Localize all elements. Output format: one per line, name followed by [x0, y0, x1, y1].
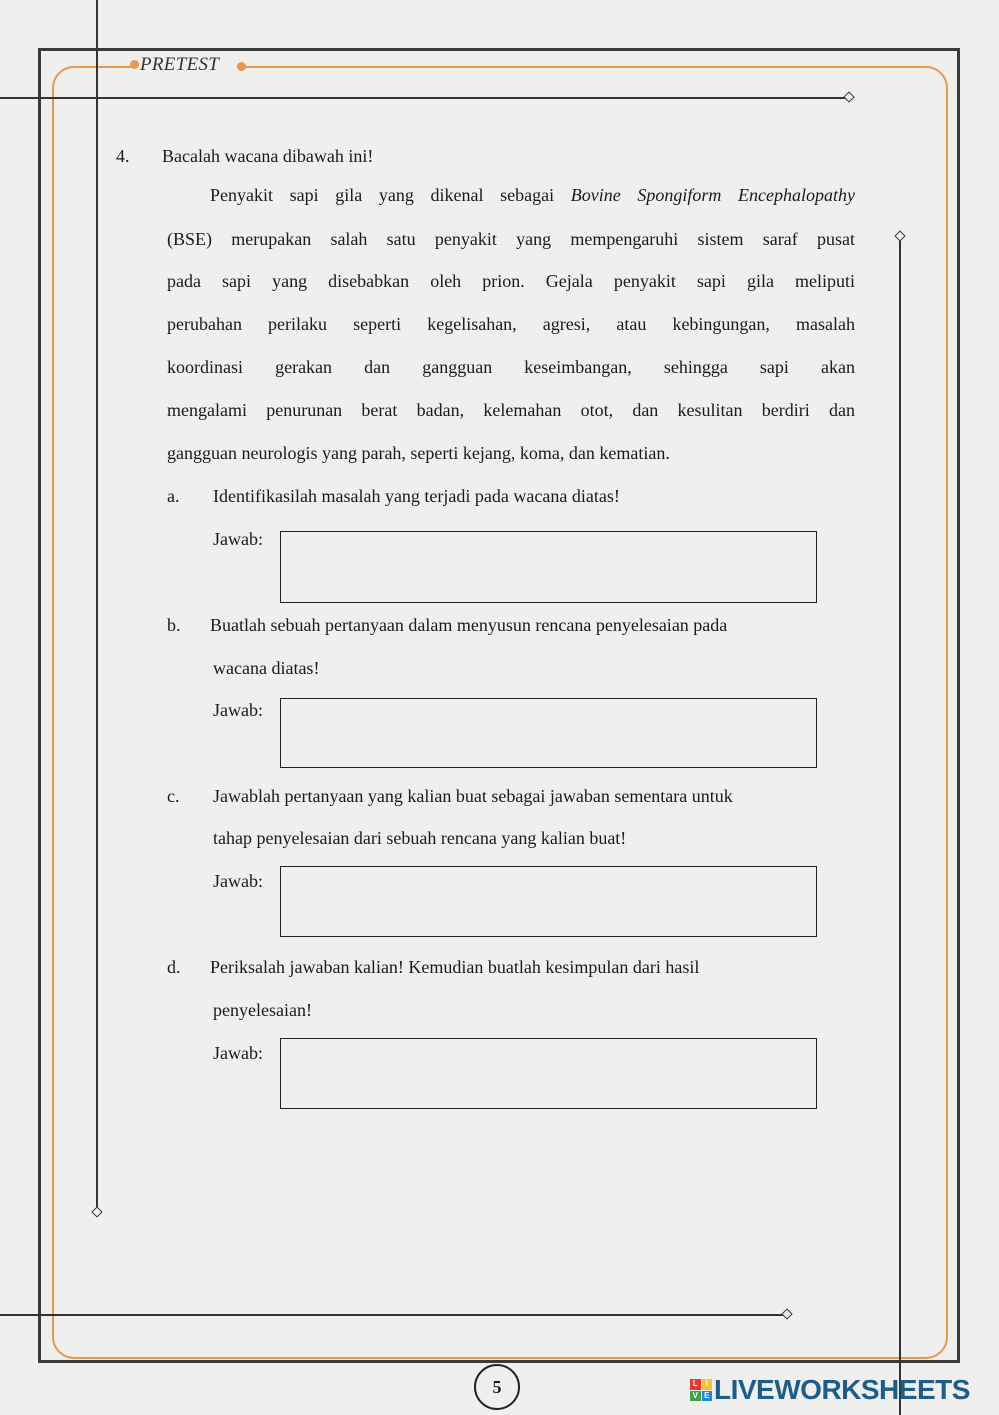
paragraph-line-1 [167, 185, 855, 205]
paragraph-line-6: mengalami penurunan berat badan, kelemahan otot, dan kesulitan berdiri dan [167, 400, 855, 420]
header-right-dot [237, 62, 246, 71]
subquestion-b-text-line-2: wacana diatas! [213, 658, 320, 678]
logo-tile-v: V [690, 1391, 701, 1402]
subquestion-c-letter: c. [167, 786, 180, 806]
question-instruction: Bacalah wacana dibawah ini! [162, 146, 374, 166]
liveworksheets-logo [690, 1375, 970, 1405]
subquestion-a-answer-label: Jawab: [213, 529, 263, 549]
section-label: PRETEST [140, 54, 220, 75]
question-number: 4. [116, 146, 130, 166]
paragraph-line-4: perubahan perilaku seperti kegelisahan, agresi, atau kebingungan, masalah [167, 314, 855, 334]
paragraph-line-7: gangguan neurologis yang parah, seperti kejang, koma, dan kematian. [167, 443, 670, 463]
top-horizontal-line [0, 97, 848, 99]
paragraph-line-1-text: Penyakit sapi gila yang dikenal sebagai [210, 185, 571, 205]
subquestion-a-text: Identifikasilah masalah yang terjadi pada wacana diatas! [213, 486, 620, 506]
logo-tile-e: E [702, 1391, 713, 1402]
subquestion-d-text-line-1: Periksalah jawaban kalian! Kemudian buatlah kesimpulan dari hasil [210, 957, 700, 977]
subquestion-a-letter: a. [167, 486, 180, 506]
paragraph-italic-term: Bovine Spongiform Encephalopathy [570, 185, 855, 205]
bottom-horizontal-line [0, 1314, 786, 1316]
paragraph-line-2: (BSE) merupakan salah satu penyakit yang mempengaruhi sistem saraf pusat [167, 229, 855, 249]
paragraph-line-3: pada sapi yang disebabkan oleh prion. Gejala penyakit sapi gila meliputi [167, 271, 855, 291]
logo-tile-i: I [702, 1379, 713, 1390]
answer-box-a[interactable] [280, 531, 817, 603]
answer-box-d[interactable] [280, 1038, 817, 1109]
logo-tile-l: L [690, 1379, 701, 1390]
subquestion-b-answer-label: Jawab: [213, 700, 263, 720]
paragraph-line-5: koordinasi gerakan dan gangguan keseimbangan, sehingga sapi akan [167, 357, 855, 377]
subquestion-b-letter: b. [167, 615, 181, 635]
subquestion-d-answer-label: Jawab: [213, 1043, 263, 1063]
subquestion-c-text-line-2: tahap penyelesaian dari sebuah rencana yang kalian buat! [213, 828, 627, 848]
liveworksheets-icon [690, 1379, 712, 1401]
header-left-dot [130, 60, 139, 69]
left-vertical-line [96, 0, 98, 1212]
subquestion-d-text-line-2: penyelesaian! [213, 1000, 312, 1020]
answer-box-c[interactable] [280, 866, 817, 937]
liveworksheets-wordmark: LIVEWORKSHEETS [714, 1374, 970, 1405]
subquestion-b-text-line-1: Buatlah sebuah pertanyaan dalam menyusun rencana penyelesaian pada [210, 615, 728, 635]
answer-box-b[interactable] [280, 698, 817, 768]
subquestion-c-answer-label: Jawab: [213, 871, 263, 891]
right-vertical-line [899, 238, 901, 1415]
subquestion-d-letter: d. [167, 957, 181, 977]
subquestion-c-text-line-1: Jawablah pertanyaan yang kalian buat sebagai jawaban sementara untuk [213, 786, 733, 806]
page-number: 5 [474, 1364, 520, 1410]
